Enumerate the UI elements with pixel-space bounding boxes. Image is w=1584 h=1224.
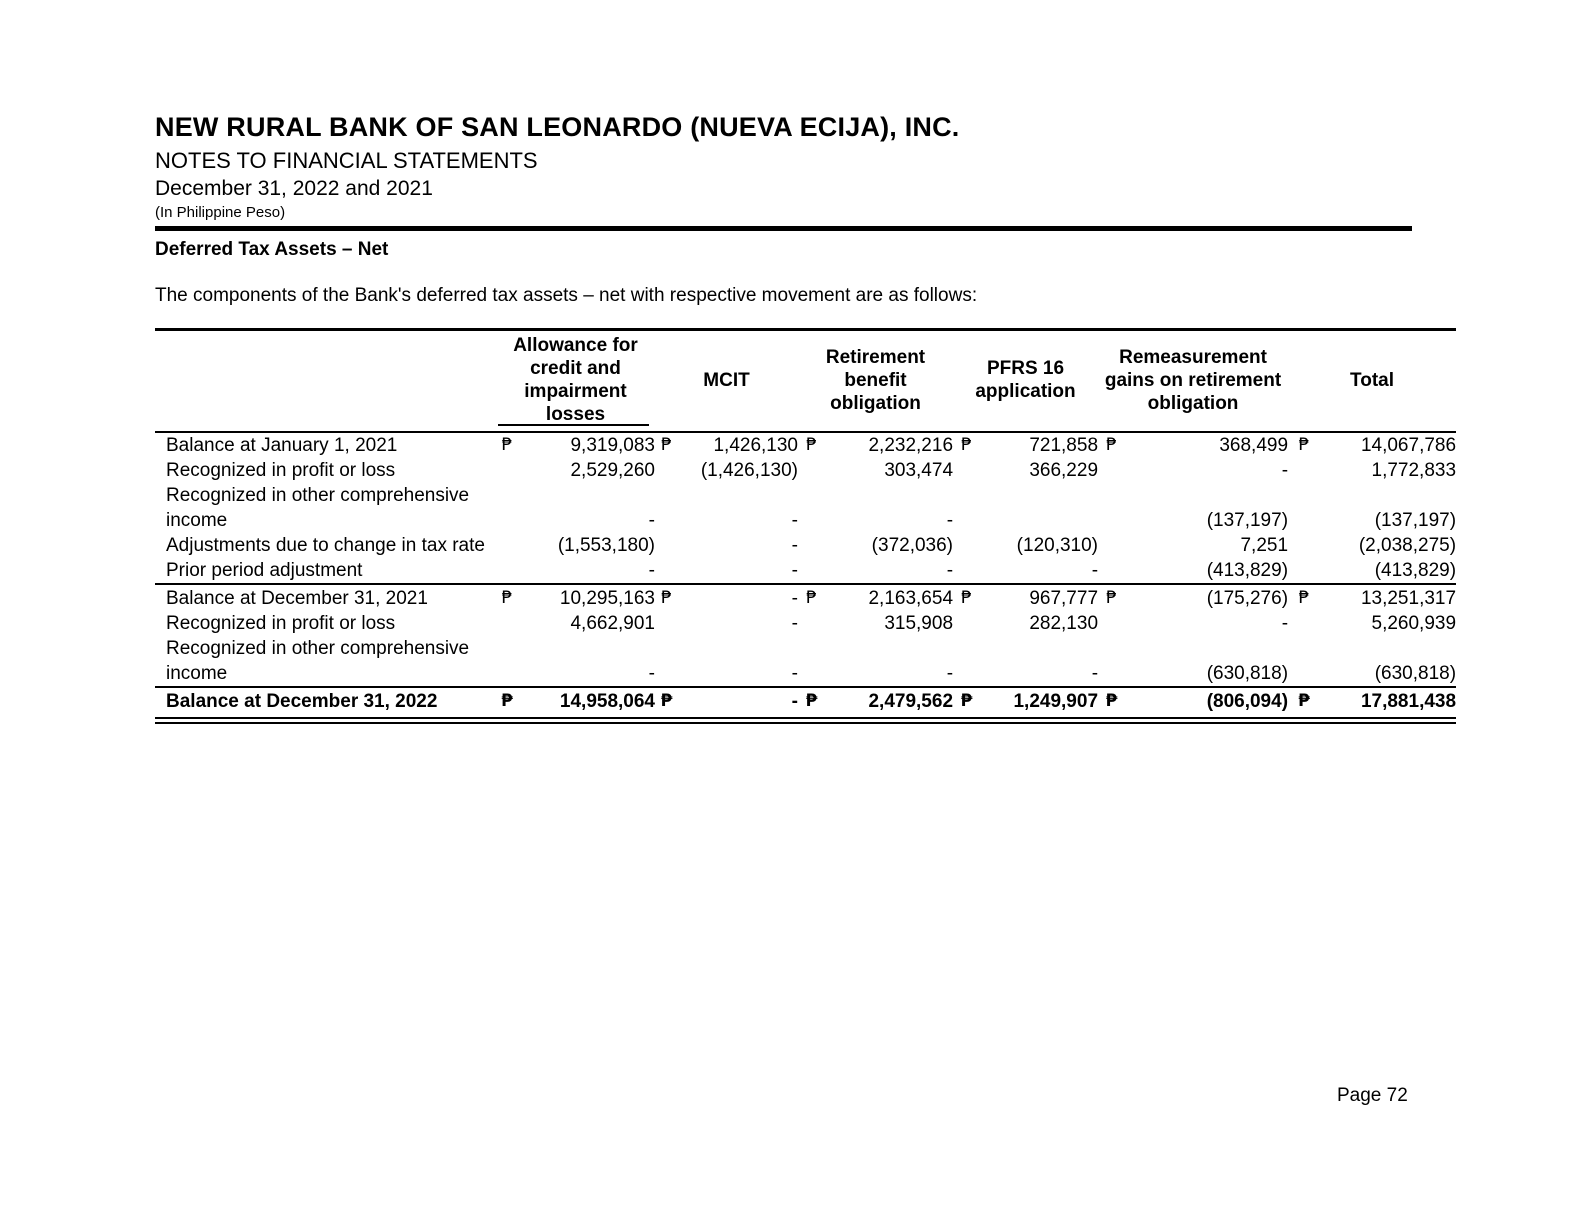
peso-sign: ₱ bbox=[655, 584, 678, 611]
table-row bbox=[155, 432, 1456, 458]
cell-value: 4,662,901 bbox=[570, 613, 655, 634]
cell-value: (137,197) bbox=[1374, 510, 1457, 531]
column-header-allowance: Allowance for credit and impairment losses bbox=[496, 330, 655, 433]
peso-sign bbox=[496, 611, 518, 636]
peso-sign bbox=[496, 483, 518, 533]
cell-value: - bbox=[946, 663, 954, 684]
cell-value: (372,036) bbox=[871, 535, 954, 556]
table-row bbox=[155, 533, 1456, 558]
peso-sign: ₱ bbox=[655, 687, 678, 721]
cell-value: - bbox=[678, 584, 798, 611]
cell-value: - bbox=[791, 613, 798, 634]
peso-sign bbox=[953, 636, 980, 687]
cell-value: 1,772,833 bbox=[1371, 460, 1457, 481]
peso-sign bbox=[496, 533, 518, 558]
peso-sign bbox=[1098, 636, 1125, 687]
cell-value: - bbox=[946, 560, 954, 581]
table-row bbox=[155, 687, 1456, 721]
peso-sign bbox=[953, 533, 980, 558]
cell-value: - bbox=[1281, 613, 1289, 634]
cell-value: 2,232,216 bbox=[868, 435, 954, 456]
cell-value: 14,067,786 bbox=[1360, 435, 1457, 456]
cell-value: 2,479,562 bbox=[825, 687, 953, 721]
table-row bbox=[155, 558, 1456, 584]
cell-value: (1,553,180) bbox=[557, 535, 655, 556]
cell-value: - bbox=[1091, 560, 1099, 581]
peso-sign bbox=[1098, 611, 1125, 636]
cell-value bbox=[980, 483, 1098, 533]
peso-sign bbox=[1098, 483, 1125, 533]
table-header-row bbox=[155, 330, 1456, 433]
peso-sign bbox=[953, 611, 980, 636]
table-row bbox=[155, 584, 1456, 611]
section-title: Deferred Tax Assets – Net bbox=[155, 239, 389, 260]
document-header bbox=[155, 112, 1415, 231]
peso-sign bbox=[1288, 558, 1320, 584]
peso-sign bbox=[655, 611, 678, 636]
cell-value: 368,499 bbox=[1219, 435, 1289, 456]
deferred-tax-table bbox=[155, 328, 1456, 724]
peso-sign bbox=[1288, 533, 1320, 558]
cell-value: (630,818) bbox=[1206, 663, 1289, 684]
cell-value: (413,829) bbox=[1374, 560, 1457, 581]
cell-value: 2,529,260 bbox=[570, 460, 655, 481]
cell-value: 9,319,083 bbox=[570, 435, 655, 456]
cell-value: (413,829) bbox=[1206, 560, 1289, 581]
bank-name: NEW RURAL BANK OF SAN LEONARDO (NUEVA ECIJA), INC. bbox=[155, 112, 960, 142]
cell-value: - bbox=[648, 560, 655, 581]
peso-sign bbox=[798, 483, 825, 533]
peso-sign bbox=[798, 611, 825, 636]
row-label: Recognized in profit or loss bbox=[166, 613, 396, 634]
cell-value: - bbox=[1281, 460, 1289, 481]
cell-value: - bbox=[946, 510, 954, 531]
peso-sign bbox=[1288, 483, 1320, 533]
peso-sign: ₱ bbox=[661, 435, 672, 455]
cell-value: 14,958,064 bbox=[518, 687, 655, 721]
header-divider bbox=[155, 226, 1412, 231]
peso-sign bbox=[655, 533, 678, 558]
peso-sign bbox=[798, 458, 825, 483]
cell-value: 1,249,907 bbox=[980, 687, 1098, 721]
table-row bbox=[155, 458, 1456, 483]
peso-sign: ₱ bbox=[496, 584, 518, 611]
row-label: Prior period adjustment bbox=[166, 560, 363, 581]
cell-value: 967,777 bbox=[980, 584, 1098, 611]
column-header-total: Total bbox=[1288, 330, 1456, 433]
peso-sign bbox=[798, 636, 825, 687]
peso-sign bbox=[655, 558, 678, 584]
cell-value: 17,881,438 bbox=[1320, 687, 1456, 721]
column-header-empty bbox=[155, 330, 496, 433]
peso-sign bbox=[655, 636, 678, 687]
peso-sign bbox=[1098, 533, 1125, 558]
peso-sign bbox=[798, 533, 825, 558]
cell-value: 303,474 bbox=[884, 460, 954, 481]
cell-value: (175,276) bbox=[1125, 584, 1288, 611]
peso-sign bbox=[496, 558, 518, 584]
peso-sign bbox=[655, 483, 678, 533]
cell-value: (1,426,130) bbox=[700, 460, 798, 481]
row-label: Recognized in profit or loss bbox=[166, 460, 396, 481]
cell-value: - bbox=[791, 510, 798, 531]
column-header-mcit: MCIT bbox=[655, 330, 798, 433]
row-label: Balance at January 1, 2021 bbox=[166, 435, 398, 456]
peso-sign: ₱ bbox=[798, 584, 825, 611]
cell-value: 721,858 bbox=[1029, 435, 1099, 456]
report-title: NOTES TO FINANCIAL STATEMENTS bbox=[155, 148, 538, 173]
table-row bbox=[155, 636, 1456, 687]
row-label: Recognized in other comprehensive income bbox=[166, 638, 470, 684]
cell-value: (806,094) bbox=[1125, 687, 1288, 721]
peso-sign bbox=[1288, 636, 1320, 687]
cell-value: (137,197) bbox=[1206, 510, 1289, 531]
peso-sign: ₱ bbox=[953, 584, 980, 611]
cell-value: 7,251 bbox=[1240, 535, 1289, 556]
row-label: Adjustments due to change in tax rate bbox=[166, 535, 485, 556]
peso-sign: ₱ bbox=[1098, 687, 1125, 721]
cell-value: 366,229 bbox=[1029, 460, 1099, 481]
table-row bbox=[155, 611, 1456, 636]
cell-value: 1,426,130 bbox=[713, 435, 798, 456]
cell-value: - bbox=[791, 560, 798, 581]
cell-value: - bbox=[648, 663, 655, 684]
intro-text: The components of the Bank's deferred tax assets – net with respective movement are as follows: bbox=[155, 285, 978, 306]
peso-sign bbox=[953, 458, 980, 483]
peso-sign bbox=[1098, 458, 1125, 483]
peso-sign: ₱ bbox=[961, 435, 972, 455]
peso-sign bbox=[1098, 558, 1125, 584]
peso-sign: ₱ bbox=[1288, 584, 1320, 611]
peso-sign bbox=[953, 483, 980, 533]
peso-sign bbox=[1288, 611, 1320, 636]
row-label: Recognized in other comprehensive income bbox=[166, 485, 470, 531]
peso-sign: ₱ bbox=[1098, 584, 1125, 611]
cell-value: - bbox=[1091, 663, 1099, 684]
table-row bbox=[155, 483, 1456, 533]
page-number: Page 72 bbox=[1337, 1085, 1408, 1106]
peso-sign bbox=[953, 558, 980, 584]
cell-value: 315,908 bbox=[884, 613, 954, 634]
peso-sign: ₱ bbox=[953, 687, 980, 721]
column-header-pfrs16: PFRS 16 application bbox=[953, 330, 1098, 433]
row-label: Balance at December 31, 2021 bbox=[155, 584, 496, 611]
peso-sign bbox=[798, 558, 825, 584]
peso-sign bbox=[1288, 458, 1320, 483]
cell-value: (630,818) bbox=[1374, 663, 1457, 684]
row-label: Balance at December 31, 2022 bbox=[155, 687, 496, 721]
cell-value: 282,130 bbox=[1029, 613, 1099, 634]
cell-value: (120,310) bbox=[1016, 535, 1099, 556]
cell-value: - bbox=[648, 510, 655, 531]
report-date-line: December 31, 2022 and 2021 bbox=[155, 177, 433, 200]
cell-value: 2,163,654 bbox=[825, 584, 953, 611]
peso-sign: ₱ bbox=[1288, 687, 1320, 721]
peso-sign: ₱ bbox=[1106, 435, 1117, 455]
currency-note: (In Philippine Peso) bbox=[155, 204, 286, 221]
peso-sign bbox=[655, 458, 678, 483]
column-header-retirement: Retirement benefit obligation bbox=[798, 330, 953, 433]
cell-value: 5,260,939 bbox=[1371, 613, 1457, 634]
cell-value: - bbox=[678, 687, 798, 721]
cell-value: - bbox=[791, 535, 798, 556]
peso-sign: ₱ bbox=[501, 435, 513, 455]
cell-value: 10,295,163 bbox=[518, 584, 655, 611]
peso-sign bbox=[496, 458, 518, 483]
peso-sign: ₱ bbox=[806, 435, 817, 455]
peso-sign bbox=[496, 636, 518, 687]
column-header-remeasurement: Remeasurement gains on retirement obligation bbox=[1098, 330, 1288, 433]
cell-value: - bbox=[791, 663, 798, 684]
peso-sign: ₱ bbox=[798, 687, 825, 721]
peso-sign: ₱ bbox=[1298, 435, 1310, 455]
cell-value: (2,038,275) bbox=[1358, 535, 1457, 556]
peso-sign: ₱ bbox=[496, 687, 518, 721]
cell-value: 13,251,317 bbox=[1320, 584, 1456, 611]
